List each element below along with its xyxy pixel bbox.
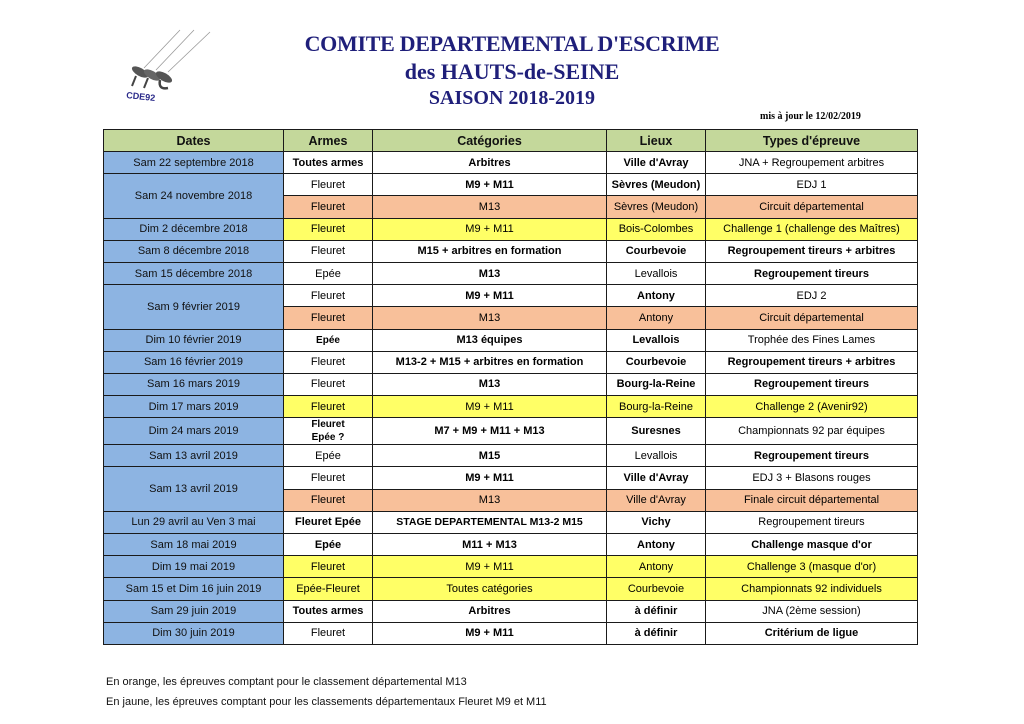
lieux-cell: Ville d'Avray [607,489,706,511]
type-cell: Regroupement tireurs + arbitres [706,351,918,373]
categories-cell: M9 + M11 [373,174,607,196]
categories-cell: M9 + M11 [373,285,607,307]
type-cell: Circuit départemental [706,196,918,218]
categories-cell: M7 + M9 + M11 + M13 [373,418,607,445]
date-cell: Sam 18 mai 2019 [104,534,284,556]
date-cell: Lun 29 avril au Ven 3 mai [104,511,284,533]
armes-cell: Fleuret [284,373,373,395]
categories-cell: M9 + M11 [373,556,607,578]
categories-cell: STAGE DEPARTEMENTAL M13-2 M15 [373,511,607,533]
type-cell: JNA + Regroupement arbitres [706,152,918,174]
armes-cell: Toutes armes [284,152,373,174]
type-cell: Challenge 3 (masque d'or) [706,556,918,578]
lieux-cell: Levallois [607,445,706,467]
categories-cell: M11 + M13 [373,534,607,556]
armes-cell: Epée [284,262,373,284]
title-line-1: COMITE DEPARTEMENTAL D'ESCRIME [304,31,720,56]
table-row [104,218,918,240]
type-cell: EDJ 3 + Blasons rouges [706,467,918,489]
table-row [104,174,918,196]
lieux-cell: Vichy [607,511,706,533]
lieux-cell: Sèvres (Meudon) [607,196,706,218]
updated-date: mis à jour le 12/02/2019 [760,111,861,122]
date-cell: Sam 9 février 2019 [104,285,284,329]
armes-cell: Fleuret Epée [284,511,373,533]
type-cell: Regroupement tireurs [706,373,918,395]
armes-cell: Fleuret [284,174,373,196]
armes-cell: Epée [284,534,373,556]
date-cell: Sam 8 décembre 2018 [104,240,284,262]
categories-cell: M13-2 + M15 + arbitres en formation [373,351,607,373]
legend-yellow: En jaune, les épreuves comptant pour les classements départementaux Fleuret M9 et M11 [106,696,547,708]
type-cell: Regroupement tireurs [706,262,918,284]
armes-cell: Fleuret [284,240,373,262]
type-cell: Finale circuit départemental [706,489,918,511]
date-cell: Dim 30 juin 2019 [104,622,284,644]
table-row [104,418,918,445]
logo-text: CDE92 [125,90,156,104]
lieux-cell: Antony [607,307,706,329]
lieux-cell: Antony [607,534,706,556]
armes-cell: Fleuret [284,622,373,644]
type-cell: EDJ 2 [706,285,918,307]
type-cell: Trophée des Fines Lames [706,329,918,351]
legend-orange: En orange, les épreuves comptant pour le classement départemental M13 [106,676,467,688]
categories-cell: M9 + M11 [373,467,607,489]
date-cell: Sam 22 septembre 2018 [104,152,284,174]
date-cell: Dim 24 mars 2019 [104,418,284,445]
armes-cell: Fleuret [284,351,373,373]
armes-cell: Fleuret [284,196,373,218]
lieux-cell: Suresnes [607,418,706,445]
lieux-cell: à définir [607,600,706,622]
table-row [104,622,918,644]
table-row [104,600,918,622]
title-season: SAISON 2018-2019 [428,87,596,109]
table-row [104,578,918,600]
type-cell: Championnats 92 par équipes [706,418,918,445]
column-header-categories: Catégories [373,130,607,152]
table-row [104,152,918,174]
column-header-lieux: Lieux [607,130,706,152]
table-row [104,329,918,351]
lieux-cell: Antony [607,556,706,578]
armes-cell: Fleuret [284,489,373,511]
type-cell: Regroupement tireurs + arbitres [706,240,918,262]
date-cell: Sam 15 décembre 2018 [104,262,284,284]
armes-cell: Epée [284,329,373,351]
categories-cell: M13 [373,373,607,395]
date-cell: Sam 16 février 2019 [104,351,284,373]
lieux-cell: Bourg-la-Reine [607,396,706,418]
type-cell: JNA (2ème session) [706,600,918,622]
type-cell: Championnats 92 individuels [706,578,918,600]
armes-cell: Fleuret [284,307,373,329]
table-row [104,373,918,395]
date-cell: Dim 19 mai 2019 [104,556,284,578]
armes-cell: Fleuret [284,396,373,418]
armes-cell: Epée [284,445,373,467]
categories-cell: M13 équipes [373,329,607,351]
lieux-cell: Levallois [607,262,706,284]
table-row [104,396,918,418]
date-cell: Dim 2 décembre 2018 [104,218,284,240]
categories-cell: M15 [373,445,607,467]
type-cell: EDJ 1 [706,174,918,196]
table-row [104,285,918,307]
armes-cell: Fleuret [284,285,373,307]
lieux-cell: Antony [607,285,706,307]
table-header-row [104,130,918,152]
armes-cell: Fleuret [284,218,373,240]
table-row [104,262,918,284]
date-cell: Dim 17 mars 2019 [104,396,284,418]
categories-cell: Arbitres [373,600,607,622]
date-cell: Dim 10 février 2019 [104,329,284,351]
armes-line-1: Fleuret [311,419,345,431]
table-row [104,556,918,578]
table-row [104,511,918,533]
armes-cell: Epée-Fleuret [284,578,373,600]
type-cell: Regroupement tireurs [706,445,918,467]
type-cell: Challenge 1 (challenge des Maîtres) [706,218,918,240]
type-cell: Circuit départemental [706,307,918,329]
lieux-cell: Ville d'Avray [607,152,706,174]
armes-line-2: Epée ? [311,432,345,444]
lieux-cell: Courbevoie [607,578,706,600]
schedule-table [103,129,918,645]
type-cell: Challenge masque d'or [706,534,918,556]
lieux-cell: Bourg-la-Reine [607,373,706,395]
categories-cell: M13 [373,489,607,511]
categories-cell: M13 [373,196,607,218]
type-cell: Critérium de ligue [706,622,918,644]
lieux-cell: Courbevoie [607,240,706,262]
lieux-cell: à définir [607,622,706,644]
armes-cell: Fleuret [284,556,373,578]
table-row [104,351,918,373]
categories-cell: M15 + arbitres en formation [373,240,607,262]
categories-cell: M9 + M11 [373,622,607,644]
lieux-cell: Levallois [607,329,706,351]
date-cell: Sam 13 avril 2019 [104,445,284,467]
date-cell: Sam 15 et Dim 16 juin 2019 [104,578,284,600]
table-row [104,445,918,467]
column-header-armes: Armes [284,130,373,152]
armes-cell [284,418,373,445]
lieux-cell: Courbevoie [607,351,706,373]
armes-cell: Toutes armes [284,600,373,622]
categories-cell: M13 [373,262,607,284]
type-cell: Regroupement tireurs [706,511,918,533]
table-row [104,240,918,262]
title-line-2: des HAUTS-de-SEINE [404,59,620,84]
date-cell: Sam 24 novembre 2018 [104,174,284,218]
type-cell: Challenge 2 (Avenir92) [706,396,918,418]
armes-cell: Fleuret [284,467,373,489]
column-header-dates: Dates [104,130,284,152]
date-cell: Sam 13 avril 2019 [104,467,284,511]
lieux-cell: Sèvres (Meudon) [607,174,706,196]
table-row [104,534,918,556]
lieux-cell: Ville d'Avray [607,467,706,489]
table-row [104,467,918,489]
categories-cell: Arbitres [373,152,607,174]
categories-cell: M13 [373,307,607,329]
categories-cell: M9 + M11 [373,396,607,418]
categories-cell: M9 + M11 [373,218,607,240]
column-header-types: Types d'épreuve [706,130,918,152]
date-cell: Sam 16 mars 2019 [104,373,284,395]
categories-cell: Toutes catégories [373,578,607,600]
lieux-cell: Bois-Colombes [607,218,706,240]
date-cell: Sam 29 juin 2019 [104,600,284,622]
